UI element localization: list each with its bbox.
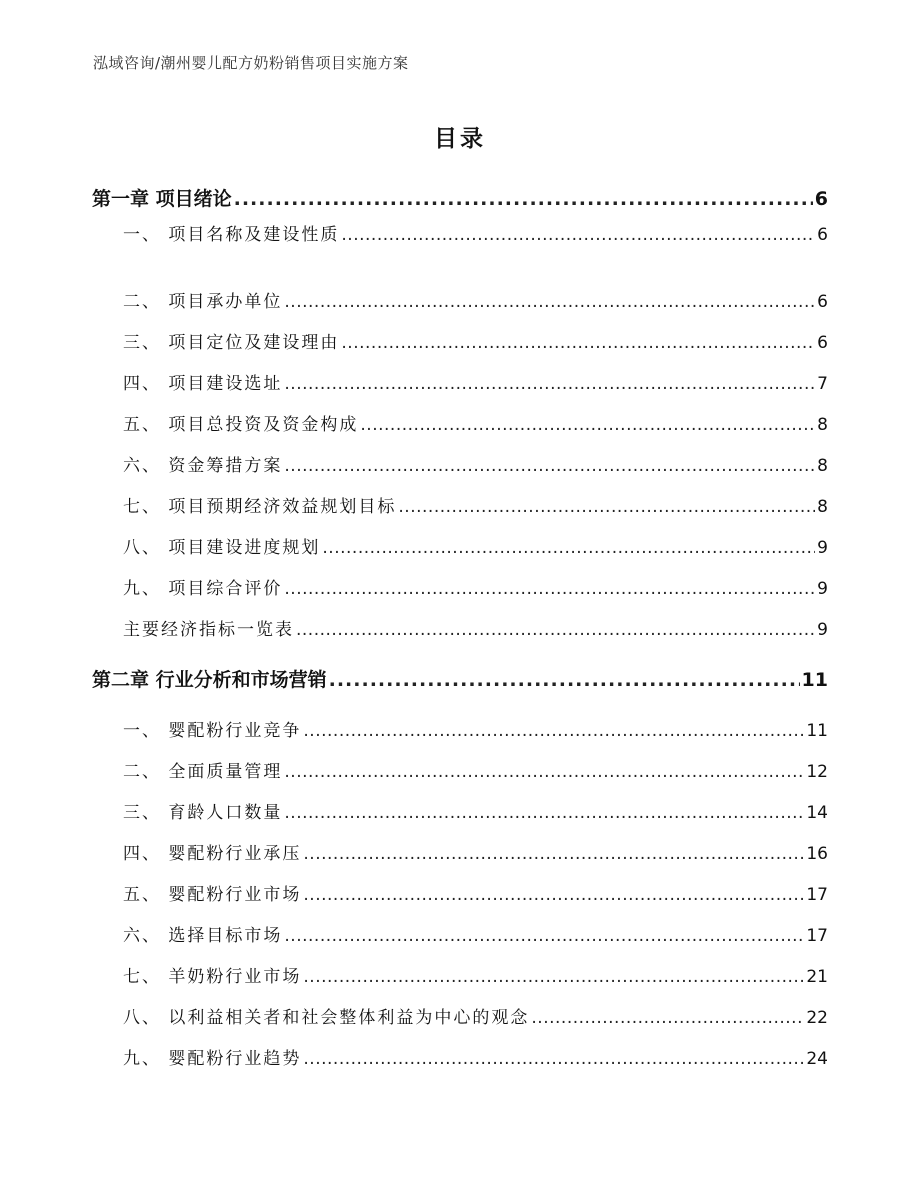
toc-entry-label: 九、 项目综合评价: [123, 579, 283, 599]
toc-entry[interactable]: [123, 839, 828, 864]
toc-title: 目录: [434, 126, 486, 152]
running-header: 泓域咨询/潮州婴儿配方奶粉销售项目实施方案: [93, 54, 409, 72]
toc-leader-dots: [360, 415, 815, 435]
toc-entry-label: 二、 项目承办单位: [123, 292, 283, 312]
toc-entry[interactable]: [123, 410, 828, 435]
toc-entry-label: 主要经济指标一览表: [123, 620, 294, 640]
toc-leader-dots: [303, 885, 804, 905]
toc-entry[interactable]: [123, 574, 828, 599]
toc-leader-dots: [398, 497, 815, 517]
toc-chapter-2[interactable]: [92, 665, 828, 692]
toc-entry[interactable]: [123, 369, 828, 394]
toc-page-number: 14: [806, 803, 828, 823]
toc-entry-label: 七、 项目预期经济效益规划目标: [123, 497, 397, 517]
toc-entry[interactable]: [123, 615, 828, 640]
toc-entry[interactable]: [123, 880, 828, 905]
toc-leader-dots: [284, 374, 815, 394]
toc-entry[interactable]: [123, 921, 828, 946]
toc-entry[interactable]: [123, 451, 828, 476]
toc-leader-dots: [284, 803, 804, 823]
toc-entry[interactable]: [123, 220, 828, 245]
toc-entry[interactable]: [123, 492, 828, 517]
toc-entry-label: 三、 项目定位及建设理由: [123, 333, 340, 353]
toc-entry-label: 九、 婴配粉行业趋势: [123, 1049, 302, 1069]
toc-page-number: 6: [817, 225, 828, 245]
toc-page-number: 7: [817, 374, 828, 394]
toc-leader-dots: [284, 762, 804, 782]
toc-entry[interactable]: [123, 1003, 828, 1028]
toc-page-number: 21: [806, 967, 828, 987]
toc-page-number: 6: [814, 188, 828, 210]
toc-entry-label: 五、 项目总投资及资金构成: [123, 415, 359, 435]
toc-entry[interactable]: [123, 287, 828, 312]
toc-entry-label: 八、 以利益相关者和社会整体利益为中心的观念: [123, 1008, 530, 1028]
toc-entry-label: 一、 婴配粉行业竞争: [123, 721, 302, 741]
toc-leader-dots: [284, 292, 815, 312]
toc-leader-dots: [303, 1049, 804, 1069]
toc-page-number: 11: [801, 669, 828, 691]
toc-page-number: 9: [817, 538, 828, 558]
toc-page-number: 11: [806, 721, 828, 741]
toc-page-number: 9: [817, 620, 828, 640]
toc-page-number: 8: [817, 456, 828, 476]
toc-entry-label: 六、 选择目标市场: [123, 926, 283, 946]
toc-page-number: 6: [817, 333, 828, 353]
toc-leader-dots: [296, 620, 815, 640]
toc-page-number: 22: [806, 1008, 828, 1028]
toc-entry[interactable]: [123, 1044, 828, 1069]
toc-page-number: 16: [806, 844, 828, 864]
toc-page-number: 17: [806, 885, 828, 905]
toc-entry[interactable]: [123, 962, 828, 987]
toc-leader-dots: [303, 967, 804, 987]
toc-leader-dots: [341, 333, 815, 353]
toc-entry-label: 四、 项目建设选址: [123, 374, 283, 394]
toc-leader-dots: [303, 721, 804, 741]
toc-leader-dots: [284, 456, 815, 476]
toc-leader-dots: [322, 538, 815, 558]
toc-page-number: 12: [806, 762, 828, 782]
toc-leader-dots: [284, 926, 804, 946]
toc-entry-label: 三、 育龄人口数量: [123, 803, 283, 823]
toc-entry[interactable]: [123, 328, 828, 353]
toc-page-number: 8: [817, 415, 828, 435]
toc-entry-label: 二、 全面质量管理: [123, 762, 283, 782]
toc-entry[interactable]: [123, 757, 828, 782]
toc-leader-dots: [341, 225, 815, 245]
toc-entry-label: 一、 项目名称及建设性质: [123, 225, 340, 245]
toc-entry-label: 四、 婴配粉行业承压: [123, 844, 302, 864]
toc-entry-label: 第一章 项目绪论: [92, 188, 232, 210]
toc-entry-label: 五、 婴配粉行业市场: [123, 885, 302, 905]
toc-leader-dots: [329, 669, 800, 691]
toc-entry[interactable]: [123, 533, 828, 558]
toc-entry-label: 八、 项目建设进度规划: [123, 538, 321, 558]
toc-entry-label: 第二章 行业分析和市场营销: [92, 669, 327, 691]
toc-page-number: 6: [817, 292, 828, 312]
toc-page-number: 24: [806, 1049, 828, 1069]
toc-entry[interactable]: [123, 716, 828, 741]
toc-page-number: 17: [806, 926, 828, 946]
toc-page-number: 9: [817, 579, 828, 599]
toc-leader-dots: [284, 579, 815, 599]
toc-entry-label: 六、 资金筹措方案: [123, 456, 283, 476]
toc-entry-label: 七、 羊奶粉行业市场: [123, 967, 302, 987]
toc-leader-dots: [234, 188, 813, 210]
toc-leader-dots: [303, 844, 804, 864]
toc-entry[interactable]: [123, 798, 828, 823]
toc-chapter-1[interactable]: [92, 184, 828, 211]
toc-leader-dots: [531, 1008, 804, 1028]
toc-page-number: 8: [817, 497, 828, 517]
